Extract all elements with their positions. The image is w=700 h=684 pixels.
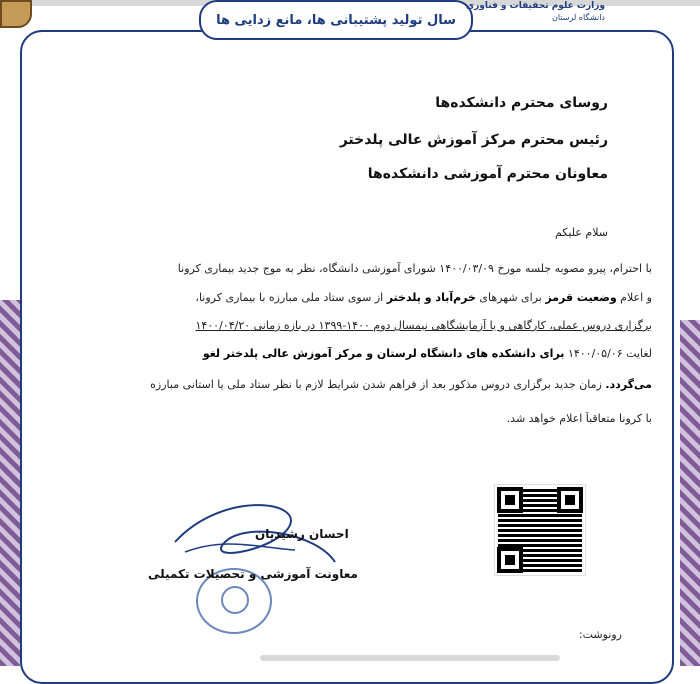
- ministry-name: وزارت علوم تحقیقات و فناوری: [465, 1, 605, 11]
- body-line-4: [47, 347, 652, 360]
- highlight-cancellation: برای دانشکده های دانشگاه لرستان و مرکز آموزش عالی پلدختر لغو: [202, 347, 565, 360]
- body-line-3: برگزاری دروس عملی، کارگاهی و یا آزمایشگاهی نیمسال دوم ۱۴۰۰-۱۳۹۹ در بازه زمانی ۱۴۰۰/۰۴/۲۰: [195, 319, 652, 332]
- logo-icon: [0, 0, 32, 28]
- body-text: لغایت ۱۴۰۰/۰۵/۰۶: [564, 347, 652, 360]
- decorative-border-right: [680, 320, 700, 666]
- body-text: زمان جدید برگزاری دروس مذکور بعد از فراهم شدن شرایط لازم با نظر ستاد ملی یا استانی مبارزه: [150, 378, 606, 391]
- university-name: دانشگاه لرستان: [551, 13, 605, 22]
- slogan-text: سال تولید پشتیبانی ها، مانع زدایی ها: [216, 12, 456, 28]
- greeting: سلام علیکم: [554, 226, 608, 239]
- highlight-cancel-verb: می‌گردد.: [605, 378, 652, 391]
- organization-header: [466, 0, 605, 24]
- qr-finder-icon: [497, 547, 523, 573]
- faded-text-line: [260, 655, 560, 661]
- body-line-2: [47, 291, 652, 304]
- qr-finder-icon: [497, 487, 523, 513]
- highlight-cities: خرم‌آباد و پلدختر: [386, 291, 476, 304]
- signer-title: معاونت آموزشی و تحصیلات تکمیلی: [148, 567, 358, 581]
- decorative-border-left: [0, 300, 20, 666]
- addressee-2: رئیس محترم مرکز آموزش عالی پلدختر: [339, 132, 608, 148]
- cc-label: رونوشت:: [578, 628, 622, 641]
- body-text: و اعلام: [616, 291, 652, 304]
- body-text: برای شهرهای: [475, 291, 546, 304]
- addressee-1: روسای محترم دانشکده‌ها: [435, 95, 608, 111]
- slogan-banner: [199, 0, 473, 40]
- qr-code: [495, 485, 585, 575]
- body-line-1: با احترام، پیرو مصوبه جلسه مورخ ۱۴۰۰/۰۳/۰۹ شورای آموزشی دانشگاه، نظر به موج جدید بیماری کرونا: [177, 262, 652, 275]
- highlight-status: وضعیت قرمز: [545, 291, 617, 304]
- body-line-5: [47, 378, 652, 391]
- addressee-3: معاونان محترم آموزشی دانشکده‌ها: [367, 166, 608, 182]
- qr-finder-icon: [557, 487, 583, 513]
- body-text: از سوی ستاد ملی مبارزه با بیماری کرونا،: [195, 291, 387, 304]
- signer-name: احسان رشیدیان: [255, 527, 349, 541]
- body-line-6: با کرونا متعاقباً اعلام خواهد شد.: [506, 412, 652, 425]
